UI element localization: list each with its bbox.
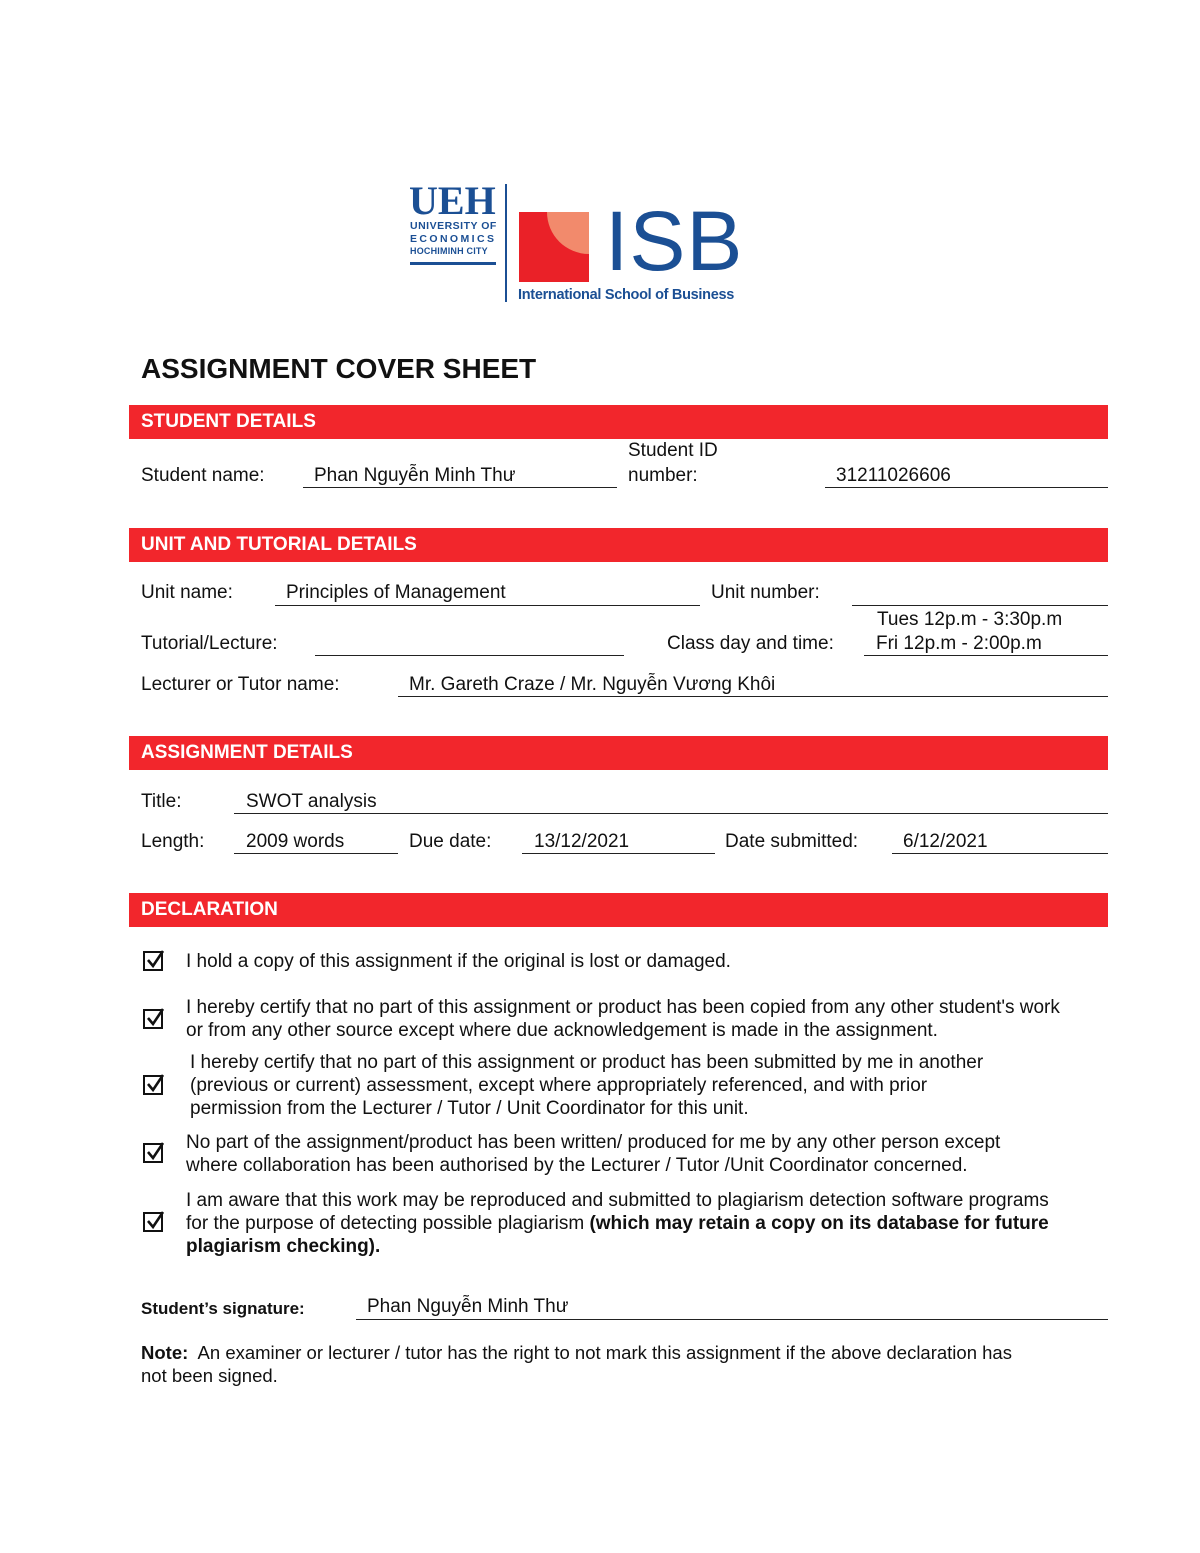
checkmark-icon xyxy=(144,1007,166,1029)
logo-divider xyxy=(505,184,507,302)
declaration-item-3: I hereby certify that no part of this assignment or product has been submitted by me in another (previous or current) assessment, except where appropriately referenced, and with prior permission from the Lecturer / Tutor / Unit Coordinator for this unit. xyxy=(190,1052,984,1119)
class-day-time-field[interactable] xyxy=(864,655,1108,656)
signature-label: Student’s signature: xyxy=(141,1299,305,1318)
declaration-checkbox-4[interactable] xyxy=(143,1143,163,1163)
checkmark-icon xyxy=(144,1073,166,1095)
assignment-title-value: SWOT analysis xyxy=(246,791,377,812)
class-day-time-label: Class day and time: xyxy=(667,633,834,654)
section-header-student-details: STUDENT DETAILS xyxy=(129,405,1108,439)
student-id-value: 31211026606 xyxy=(836,465,951,486)
date-submitted-label: Date submitted: xyxy=(725,831,859,852)
student-name-label: Student name: xyxy=(141,465,265,486)
note-label: Note: xyxy=(141,1342,189,1363)
length-field[interactable] xyxy=(234,853,398,854)
declaration-checkbox-5[interactable] xyxy=(143,1212,163,1232)
assignment-title-label: Title: xyxy=(141,791,182,812)
unit-name-field[interactable] xyxy=(275,605,700,606)
class-day-time-value-line2: Fri 12p.m - 2:00p.m xyxy=(876,633,1042,654)
tutorial-lecture-label: Tutorial/Lecture: xyxy=(141,633,278,654)
signature-field[interactable] xyxy=(356,1319,1108,1320)
checkmark-icon xyxy=(144,1210,166,1232)
length-label: Length: xyxy=(141,831,205,852)
due-date-field[interactable] xyxy=(522,853,715,854)
isb-logo-full-name: International School of Business xyxy=(518,287,734,303)
ueh-logo-line2: ECONOMICS xyxy=(410,233,497,245)
checkmark-icon xyxy=(144,1141,166,1163)
tutorial-lecture-field[interactable] xyxy=(315,655,624,656)
due-date-label: Due date: xyxy=(409,831,492,852)
date-submitted-value: 6/12/2021 xyxy=(903,831,988,852)
assignment-title-field[interactable] xyxy=(234,813,1108,814)
date-submitted-field[interactable] xyxy=(892,853,1108,854)
ueh-logo-text: UEH xyxy=(409,178,496,223)
student-id-label-line2: number: xyxy=(628,465,698,486)
declaration-checkbox-1[interactable] xyxy=(143,951,163,971)
lecturer-tutor-field[interactable] xyxy=(398,696,1108,697)
lecturer-tutor-label: Lecturer or Tutor name: xyxy=(141,674,340,695)
header-logo xyxy=(405,180,765,308)
section-header-unit-details: UNIT AND TUTORIAL DETAILS xyxy=(129,528,1108,562)
ueh-logo-underline xyxy=(410,262,496,265)
declaration-item-2: I hereby certify that no part of this assignment or product has been copied from any other student's work or from any other source except where due acknowledgement is made in the assignment. xyxy=(186,997,1060,1041)
section-header-declaration: DECLARATION xyxy=(129,893,1108,927)
ueh-logo-line1: UNIVERSITY OF xyxy=(410,220,497,232)
lecturer-tutor-value: Mr. Gareth Craze / Mr. Nguyễn Vương Khôi xyxy=(409,674,776,695)
declaration-item-1: I hold a copy of this assignment if the original is lost or damaged. xyxy=(186,951,731,972)
ueh-logo-line3: HOCHIMINH CITY xyxy=(410,246,488,256)
student-name-value: Phan Nguyễn Minh Thư xyxy=(314,465,516,486)
note: Note: An examiner or lecturer / tutor has the right to not mark this assignment if the above declaration has not been signed. xyxy=(141,1342,1012,1386)
student-id-field[interactable] xyxy=(825,487,1108,488)
length-value: 2009 words xyxy=(246,831,345,852)
student-id-label-line1: Student ID xyxy=(628,440,718,461)
signature-value: Phan Nguyễn Minh Thư xyxy=(367,1296,569,1317)
page-title: ASSIGNMENT COVER SHEET xyxy=(141,353,537,384)
student-name-field[interactable] xyxy=(303,487,617,488)
isb-logo-text: ISB xyxy=(605,194,744,288)
section-header-assignment-details: ASSIGNMENT DETAILS xyxy=(129,736,1108,770)
unit-name-label: Unit name: xyxy=(141,582,233,603)
isb-emblem-icon xyxy=(519,208,595,284)
declaration-item-4: No part of the assignment/product has been written/ produced for me by any other person except where collaboration has been authorised by the Lecturer / Tutor /Unit Coordinator concerned. xyxy=(186,1132,1001,1176)
declaration-checkbox-2[interactable] xyxy=(143,1009,163,1029)
class-day-time-value-line1: Tues 12p.m - 3:30p.m xyxy=(877,609,1063,630)
unit-name-value: Principles of Management xyxy=(286,582,506,603)
due-date-value: 13/12/2021 xyxy=(534,831,630,852)
declaration-checkbox-3[interactable] xyxy=(143,1075,163,1095)
declaration-item-5: I am aware that this work may be reproduced and submitted to plagiarism detection software programs for the purpose of detecting possible plagiarism (which may retain a copy on its database for future plagiarism checking). xyxy=(186,1190,1049,1257)
unit-number-label: Unit number: xyxy=(711,582,820,603)
checkmark-icon xyxy=(144,949,166,971)
unit-number-field[interactable] xyxy=(852,605,1108,606)
